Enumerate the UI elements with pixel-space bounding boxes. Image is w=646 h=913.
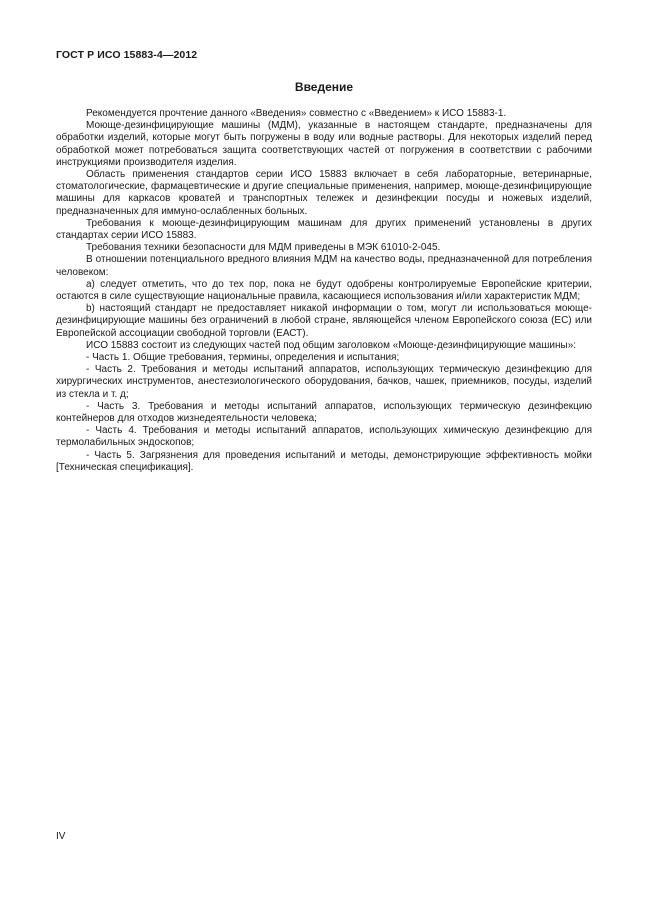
list-item: a) следует отметить, что до тех пор, пока не будут одобрены контролируемые Европейские критерии, остаются в силе существующие национальные правила, касающиеся использования и/или характеристик МДМ; [56, 278, 592, 303]
paragraph: ИСО 15883 состоит из следующих частей под общим заголовком «Моюще-дезинфицирующие машины»: [86, 339, 577, 351]
list-item: - Часть 3. Требования и методы испытаний аппаратов, использующих термическую дезинфекцию контейнеров для отходов жизнедеятельности человека; [56, 400, 592, 425]
document-header: ГОСТ Р ИСО 15883-4—2012 [56, 49, 198, 61]
section-title: Введение [294, 80, 354, 94]
paragraph: Моюще-дезинфицирующие машины (МДМ), указанные в настоящем стандарте, предназначены для обработки изделий, которые могут быть погружены в воду или водные растворы. Для некоторых изделий перед обработкой может потребоваться защита соответствующих частей от погружения в соответствии с рабочими инструкциями производителя изделия. [56, 120, 592, 168]
list-item: - Часть 1. Общие требования, термины, определения и испытания; [86, 352, 400, 364]
paragraph: В отношении потенциального вредного влияния МДМ на качество воды, предназначенной для потребления человеком: [56, 254, 592, 278]
list-item: - Часть 5. Загрязнения для проведения испытаний и методы, демонстрирующие эффективность мойки [Техническая спецификация]. [56, 449, 592, 473]
body-text [56, 108, 592, 474]
list-item: - Часть 4. Требования и методы испытаний аппаратов, использующих химическую дезинфекцию для термолабильных эндоскопов; [56, 425, 592, 449]
paragraph: Рекомендуется прочтение данного «Введения» совместно с «Введением» к ИСО 15883-1. [86, 108, 507, 119]
list-item: - Часть 2. Требования и методы испытаний аппаратов, использующих термическую дезинфекцию для хирургических инструментов, анестезиологического оборудования, бачков, чашек, приемников, посуды, изделий из стекла и т. д; [56, 364, 592, 400]
paragraph: Требования техники безопасности для МДМ приведены в МЭК 61010-2-045. [86, 242, 441, 254]
paragraph: Область применения стандартов серии ИСО 15883 включает в себя лабораторные, ветеринарные, стоматологические, фармацевтические и другие специальные применения, например, моюще-дезинфицирующие машины для каркасов кроватей и транспортных тележек и дезинфекции посуды и ножевых изделий, предназначенных для иммуно-ослабленных больных. [56, 169, 592, 217]
list-item: b) настоящий стандарт не предоставляет никакой информации о том, могут ли использоваться моюще-дезинфицирующие машины без ограничений в любой стране, являющейся членом Европейского союза (ЕС) или Европейской ассоциации свободной торговли (ЕАСТ). [56, 303, 592, 339]
paragraph: Требования к моюще-дезинфицирующим машинам для других применений установлены в других стандартах серии ИСО 15883. [56, 217, 592, 242]
page-number: IV [56, 831, 66, 842]
